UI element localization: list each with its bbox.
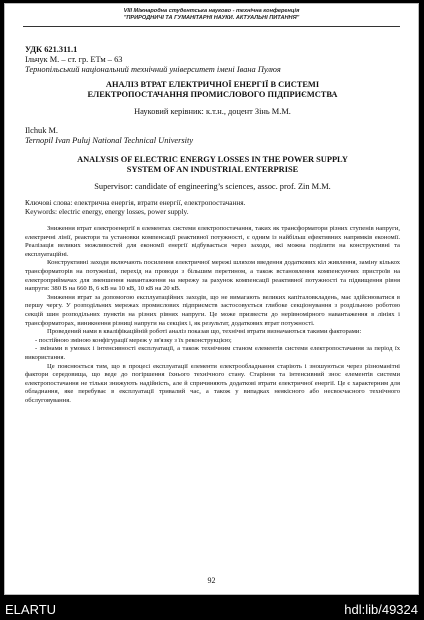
- en-author: Ilchuk M.: [25, 126, 59, 135]
- en-supervisor: Supervisor: candidate of engineering’s sciences, assoc. prof. Zin M.M.: [94, 182, 331, 191]
- conference-header-line-1: VIII Міжнародна студентська науково - технічна конференція: [123, 8, 300, 14]
- archive-footer: [0, 600, 424, 620]
- page-number: 92: [207, 576, 216, 585]
- keywords-ua: Ключові слова: електрична енергія, втрати енергії, електропостачання.: [25, 198, 246, 207]
- paper-content: [25, 45, 400, 405]
- ua-title-line-2: ЕЛЕКТРОПОСТАЧАННЯ ПРОМИСЛОВОГО ПІДПРИЄМСТВА: [87, 90, 338, 99]
- handle-label: hdl:lib/49324: [344, 602, 418, 617]
- paragraph-3: Зниження втрат за допомогою експлуатаційних заходів, що не вимагають великих капіталовкладень, має здійснюватися в першу чергу. У розподільних мережах промислових підприємств застосовується глибоке секціонування з роздільною роботою секцій шин розподільних пунктів на різних рівнях напруги. Це може призвести до нерівномірного навантаження в лініях і трансформаторах, виникнення різниці напруги на секціях і, як результат, додаткових втрат потужності.: [25, 293, 400, 327]
- paragraph-4: Проведений нами в кваліфікаційній роботі аналіз показав що, технічні втрати визначаються такими факторами:: [47, 328, 362, 336]
- conference-header-line-2: "ПРИРОДНИЧІ ТА ГУМАНІТАРНІ НАУКИ. АКТУАЛЬНІ ПИТАННЯ": [123, 15, 300, 21]
- keywords-block: [25, 198, 400, 216]
- ua-title-line-1: АНАЛІЗ ВТРАТ ЕЛЕКТРИЧНОЇ ЕНЕРГІЇ В СИСТЕМІ: [105, 80, 320, 89]
- header-divider: [23, 26, 400, 27]
- repository-label: ELARTU: [5, 602, 57, 617]
- udc-code: УДК 621.311.1: [25, 45, 78, 54]
- ua-author: Ільчук М. – ст. гр. ЕТм – 63: [25, 55, 123, 64]
- paper-page: [4, 3, 419, 595]
- keywords-en: Keywords: electric energy, energy losses, power supply.: [25, 207, 189, 216]
- paragraph-2: Конструктивні заходи включають посилення електричної мережі шляхом введення додаткових кіл живлення, заміну кількох трансформаторів на потужніші, перехід на проводи з більшим перетином, а також встановлення компенсуючих пристроїв на електроприймачах для зменшення навантаження на мережу за рахунок компенсації реактивної потужності та підвищення рівня напруги: 380 В на 660 В, 6 кВ на 10 кВ, 10 кВ на 20 кВ.: [25, 259, 400, 293]
- ua-title: [25, 80, 400, 100]
- paragraph-1: Зниження втрат електроенергії в елементах системи електропостачання, таких як трансформатори різних ступенів напруги, електричні лінії, реактори та установки компенсації реактивної потужності, є одним із найбільш ефективних напрямків економії. Реалізація великих можливостей для економії енергії відбувається через заходи, які можна поділити на конструктивні та експлуатаційні.: [25, 225, 400, 258]
- en-title: [25, 155, 400, 175]
- en-title-line-1: ANALYSIS OF ELECTRIC ENERGY LOSSES IN THE POWER SUPPLY: [77, 155, 348, 164]
- list-item-1: - постійною зміною конфігурації мереж у зв'язку з їх реконструкцією;: [35, 336, 232, 344]
- en-title-line-2: SYSTEM OF AN INDUSTRIAL ENTERPRISE: [126, 165, 299, 174]
- en-affiliation: Ternopil Ivan Puluj National Technical University: [25, 136, 194, 145]
- body-text: [25, 225, 400, 405]
- list-item-2: - змінами в умовах і інтенсивності експлуатації, а також технічним станом елементів системи електропостачання за період їх використання.: [25, 345, 400, 361]
- conference-header: [25, 8, 398, 22]
- ua-affiliation: Тернопільський національний технічний університет імені Івана Пулюя: [25, 65, 281, 74]
- ua-supervisor: Науковий керівник: к.т.н., доцент Зінь М.М.: [134, 107, 291, 116]
- paragraph-5: Це пояснюється тим, що в процесі експлуатації елементи електрообладнання старіють і зношуються через різноманітні фактори середовища, що веде до погіршення їхнього технічного стану. Старіння та інтенсивний знос елементів системи електропостачання не тільки знижують надійність, але й спричиняють додаткові втрати електричної енергії. Це є характерним для обладнання, яке перебуває в експлуатації тривалий час, а також у випадках неякісного або несвоєчасного технічного обслуговування.: [25, 362, 400, 404]
